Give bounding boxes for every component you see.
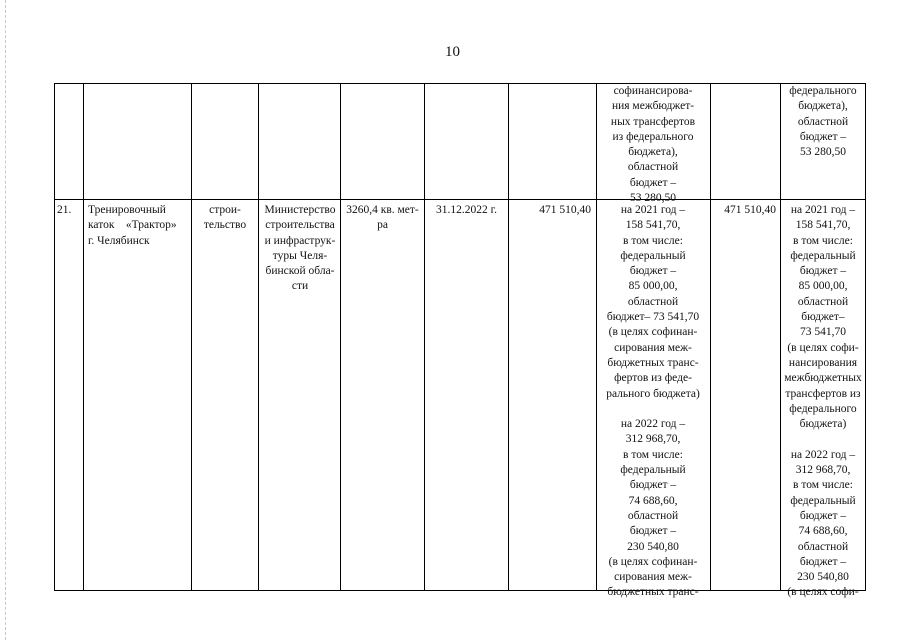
financing-total-cell: федерального бюджета), областной бюджет – 53 280,50 — [789, 85, 857, 159]
column-divider — [340, 83, 341, 591]
financing-with-fed-cell: на 2021 год – 158 541,70, в том числе: федеральный бюджет – 85 000,00, областной бюджет– 73 541,70 (в целях софинан- сирования меж- бюджетных транс- фертов из феде- рального бюджета) на 2022 год – 312 968,70, в том числе: федеральный бюджет – 74 688,60, областной бюджет – 230 540,80 (в целях софинан- сирования меж- бюджетных транс- — [606, 204, 700, 599]
cost-total-2-cell: 471 510,40 — [724, 204, 776, 216]
financing-with-fed-cell: софинансирова- ния межбюджет- ных трансфертов из федерального бюджета), областной бюджет – 53 280,50 — [610, 85, 696, 205]
table-border — [54, 83, 866, 591]
cost-total-cell: 471 510,40 — [539, 204, 591, 216]
column-divider — [710, 83, 711, 591]
column-divider — [191, 83, 192, 591]
work-type-cell: строи- тельство — [203, 204, 247, 232]
column-divider — [508, 83, 509, 591]
column-divider — [424, 83, 425, 591]
scan-margin-line — [5, 0, 6, 640]
page-number: 10 — [445, 44, 460, 60]
column-divider — [258, 83, 259, 591]
deadline-cell: 31.12.2022 г. — [436, 204, 497, 216]
row-divider — [54, 199, 866, 200]
capacity-cell: 3260,4 кв. мет- ра — [346, 204, 419, 232]
object-name-cell: Тренировочный каток «Трактор» г. Челябинск — [88, 204, 177, 247]
column-divider — [83, 83, 84, 591]
customer-cell: Министерство строительства и инфраструк- туры Челя- бинской обла- сти — [264, 204, 336, 293]
financing-total-cell: на 2021 год – 158 541,70, в том числе: федеральный бюджет – 85 000,00, областной бюджет– 73 541,70 (в целях софи- нансирования межбюджетных трансфертов из федерального бюджета) на 2022 год – 312 968,70, в том числе: федеральный бюджет – 74 688,60, областной бюджет – 230 540,80 (в целях софи- — [784, 204, 862, 599]
row-number-cell: 21. — [57, 204, 72, 216]
